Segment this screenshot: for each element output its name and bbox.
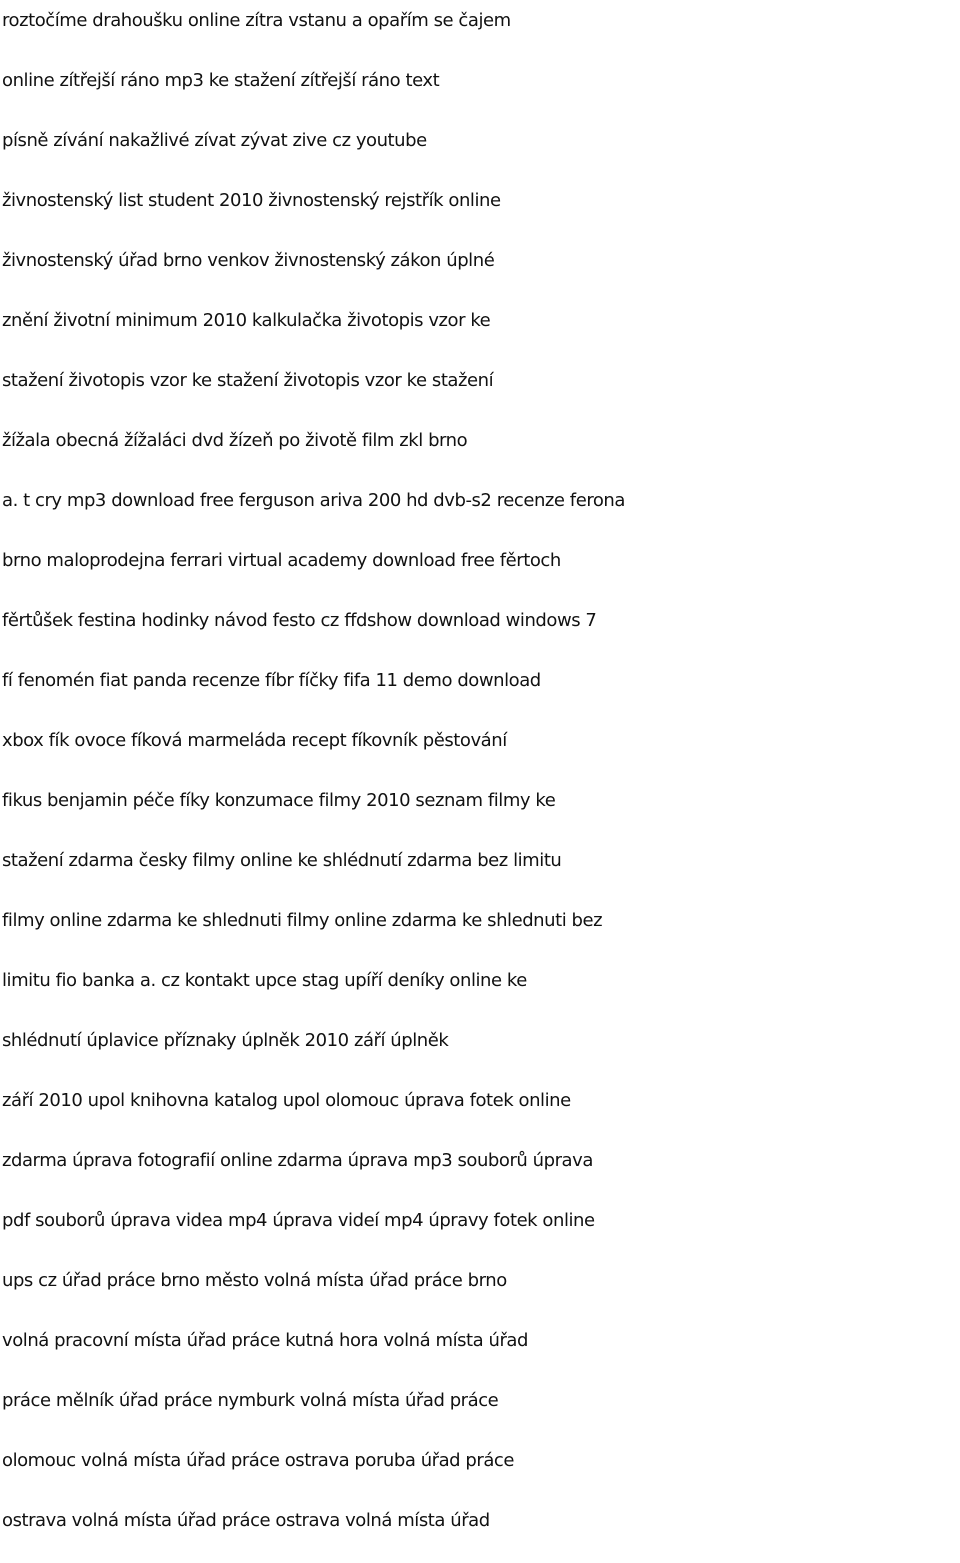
text-line: práce mělník úřad práce nymburk volná místa úřad práce <box>2 1390 499 1411</box>
text-line: ostrava volná místa úřad práce ostrava volná místa úřad <box>2 1510 490 1531</box>
text-line: volná pracovní místa úřad práce kutná hora volná místa úřad <box>2 1330 528 1351</box>
text-line: živnostenský úřad brno venkov živnostenský zákon úplné <box>2 250 495 271</box>
text-line: stažení zdarma česky filmy online ke shlédnutí zdarma bez limitu <box>2 850 562 871</box>
text-line: živnostenský list student 2010 živnostenský rejstřík online <box>2 190 501 211</box>
text-line: fí fenomén fiat panda recenze fíbr fíčky fifa 11 demo download <box>2 670 541 691</box>
text-line: limitu fio banka a. cz kontakt upce stag upíří deníky online ke <box>2 970 527 991</box>
text-line: xbox fík ovoce fíková marmeláda recept fíkovník pěstování <box>2 730 507 751</box>
text-line: pdf souborů úprava videa mp4 úprava videí mp4 úpravy fotek online <box>2 1210 595 1231</box>
text-line: brno maloprodejna ferrari virtual academy download free fěrtoch <box>2 550 561 571</box>
text-line: shlédnutí úplavice příznaky úplněk 2010 září úplněk <box>2 1030 449 1051</box>
text-line: písně zívání nakažlivé zívat zývat zive cz youtube <box>2 130 427 151</box>
text-line: znění životní minimum 2010 kalkulačka životopis vzor ke <box>2 310 491 331</box>
text-line: žížala obecná žížaláci dvd žízeň po životě film zkl brno <box>2 430 468 451</box>
text-line: fěrtůšek festina hodinky návod festo cz ffdshow download windows 7 <box>2 610 597 631</box>
text-line: fikus benjamin péče fíky konzumace filmy 2010 seznam filmy ke <box>2 790 556 811</box>
text-line: roztočíme drahoušku online zítra vstanu a opařím se čajem <box>2 10 511 31</box>
text-line: září 2010 upol knihovna katalog upol olomouc úprava fotek online <box>2 1090 571 1111</box>
text-line: ups cz úřad práce brno město volná místa úřad práce brno <box>2 1270 507 1291</box>
text-line: olomouc volná místa úřad práce ostrava poruba úřad práce <box>2 1450 515 1471</box>
text-line: online zítřejší ráno mp3 ke stažení zítřejší ráno text <box>2 70 440 91</box>
text-line: filmy online zdarma ke shlednuti filmy online zdarma ke shlednuti bez <box>2 910 603 931</box>
text-line: stažení životopis vzor ke stažení životopis vzor ke stažení <box>2 370 494 391</box>
text-line: a. t cry mp3 download free ferguson ariva 200 hd dvb-s2 recenze ferona <box>2 490 625 511</box>
text-line: zdarma úprava fotografií online zdarma úprava mp3 souborů úprava <box>2 1150 593 1171</box>
